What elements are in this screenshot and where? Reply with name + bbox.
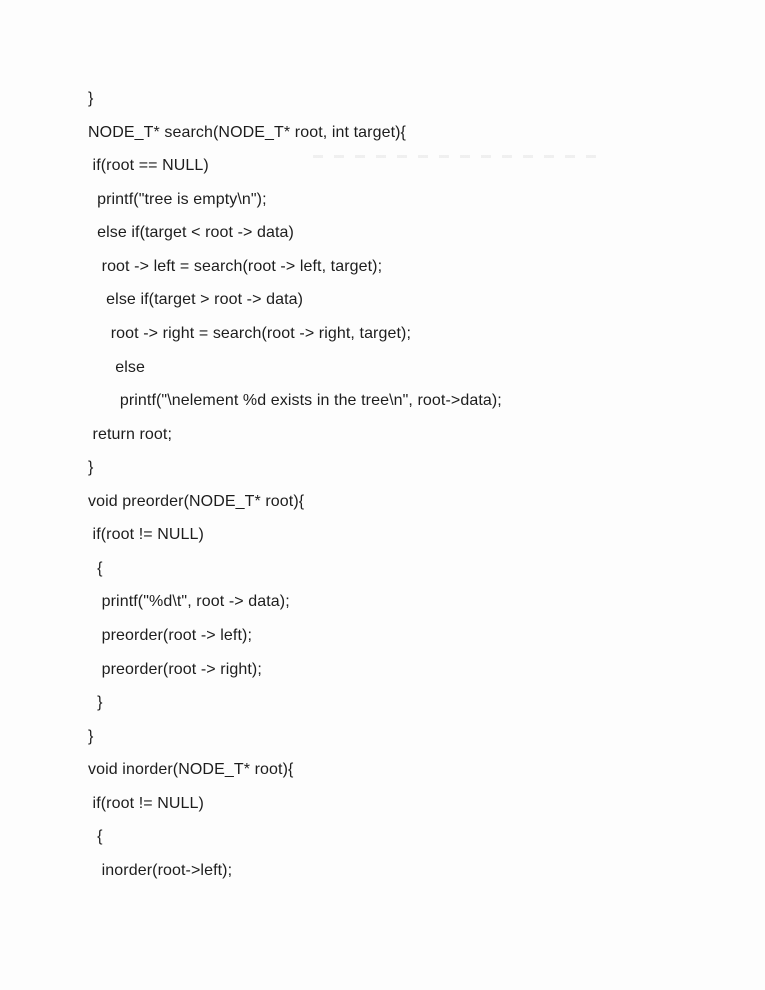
code-line: preorder(root -> left); <box>88 627 252 644</box>
code-line: return root; <box>88 425 173 443</box>
code-line: printf("tree is empty\n"); <box>88 190 267 208</box>
code-line: if(root == NULL) <box>88 157 209 175</box>
code-line: } <box>88 727 94 745</box>
code-line: root -> left = search(root -> left, target); <box>88 257 383 275</box>
code-line: NODE_T* search(NODE_T* root, int target){ <box>88 123 406 141</box>
code-line: void inorder(NODE_T* root){ <box>88 761 294 779</box>
code-line: else if(target < root -> data) <box>88 224 294 242</box>
code-line: } <box>88 694 103 712</box>
code-line: preorder(root -> right); <box>88 660 262 678</box>
code-block <box>88 82 708 888</box>
code-line: printf("\nelement %d exists in the tree\n", root->data); <box>88 392 502 410</box>
code-line: { <box>88 828 103 846</box>
code-line: { <box>88 559 103 577</box>
code-line: } <box>88 459 94 477</box>
code-line: else if(target > root -> data) <box>88 291 304 309</box>
code-line: void preorder(NODE_T* root){ <box>88 492 305 510</box>
code-line: if(root != NULL) <box>88 794 204 812</box>
code-line: printf("%d\t", root -> data); <box>88 593 290 611</box>
code-line: else <box>88 358 146 376</box>
code-line: root -> right = search(root -> right, target); <box>88 324 412 342</box>
code-line: } <box>88 90 94 107</box>
code-line: inorder(root->left); <box>88 861 233 879</box>
code-line: if(root != NULL) <box>88 526 204 544</box>
